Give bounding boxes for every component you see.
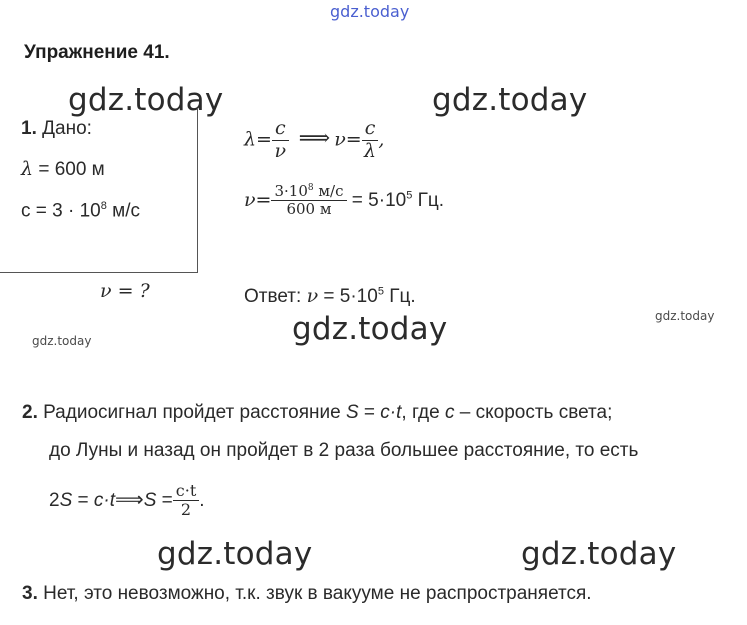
c-exponent: 8 [100,200,107,212]
eq-equals: = [72,489,94,511]
problem1-header [21,118,92,140]
given-lambda [21,158,105,181]
formula1-den: ν [274,139,287,162]
watermark-5: gdz.today [521,536,677,572]
formula2-result: = 5·10 [351,189,407,211]
answer-unit: Гц. [383,286,416,307]
watermark-top: gdz.today [330,2,410,21]
find-nu: ν = ? [100,280,150,302]
formula1-fraction-2 [362,118,379,163]
formula1-den2: λ [364,139,377,162]
c-symbol: c [21,200,31,222]
eq-implies-arrow: ⟹ [115,488,144,511]
formula2-fraction [271,183,346,219]
problem2-c: c [444,402,455,423]
problem2-number: 2. [22,402,38,423]
formula2-num [271,183,346,201]
answer [244,285,416,308]
problem2-where: , где [401,402,445,423]
formula1-nu: ν= [334,128,362,151]
problem3 [22,583,592,605]
problem2-line1 [22,402,612,424]
eq-fraction [173,482,199,520]
problem2-text-1: Радиосигнал пройдет расстояние [43,402,346,423]
problem2-eq: = [358,402,381,423]
formula1-num2: c [362,118,379,141]
formula2-num-exp: 8 [307,183,314,193]
formula2-lhs: ν= [244,188,272,211]
eq-equals-2: = [156,489,173,511]
answer-exp: 5 [377,285,384,298]
eq-den: 2 [180,500,192,520]
problem2-equation [49,482,205,520]
formula2-result-exp: 5 [406,189,413,202]
eq-S: S [59,489,73,511]
problem2-ct: c·t [380,402,402,423]
answer-label: Ответ: [244,286,302,307]
eq-end: . [199,489,205,511]
watermark-small-2: gdz.today [655,309,715,323]
c-value: = 3 · 10 [35,200,101,222]
formula2-result-unit: Гц. [412,189,445,211]
formula2-num-pre: 3·10 [274,182,308,200]
answer-value: = 5·10 [318,286,378,307]
eq-S2: S [143,489,157,511]
watermark-2: gdz.today [432,82,588,118]
eq-2: 2 [49,489,60,511]
formula1-fraction-1 [272,118,289,163]
formula-1 [244,118,384,163]
formula1-end: , [378,128,385,151]
eq-num: c·t [173,482,199,501]
c-unit: м/с [106,200,140,222]
implies-arrow: ⟹ [298,126,331,152]
problem2-text-end: – скорость света; [454,402,613,423]
formula1-num: c [272,118,289,141]
formula2-den: 600 м [286,200,332,219]
answer-nu: ν [306,285,319,307]
watermark-4: gdz.today [157,536,313,572]
problem3-text: Нет, это невозможно, т.к. звук в вакууме не распространяется. [43,583,592,604]
given-c [21,200,140,222]
watermark-1: gdz.today [68,82,224,118]
formula2-num-unit: м/с [313,182,344,200]
eq-ct: c·t [93,489,116,511]
problem3-number: 3. [22,583,38,604]
watermark-3: gdz.today [292,311,448,347]
formula1-lhs: λ= [244,128,272,151]
lambda-symbol: λ [21,158,34,180]
lambda-value: = 600 м [38,159,105,180]
given-label: Дано: [42,118,92,139]
problem2-line2: до Луны и назад он пройдет в 2 раза большее расстояние, то есть [49,440,639,461]
watermark-small-1: gdz.today [32,334,92,348]
formula-2 [244,183,444,219]
exercise-title: Упражнение 41. [24,42,170,63]
problem2-S: S [345,402,359,423]
problem1-number: 1. [21,118,37,139]
